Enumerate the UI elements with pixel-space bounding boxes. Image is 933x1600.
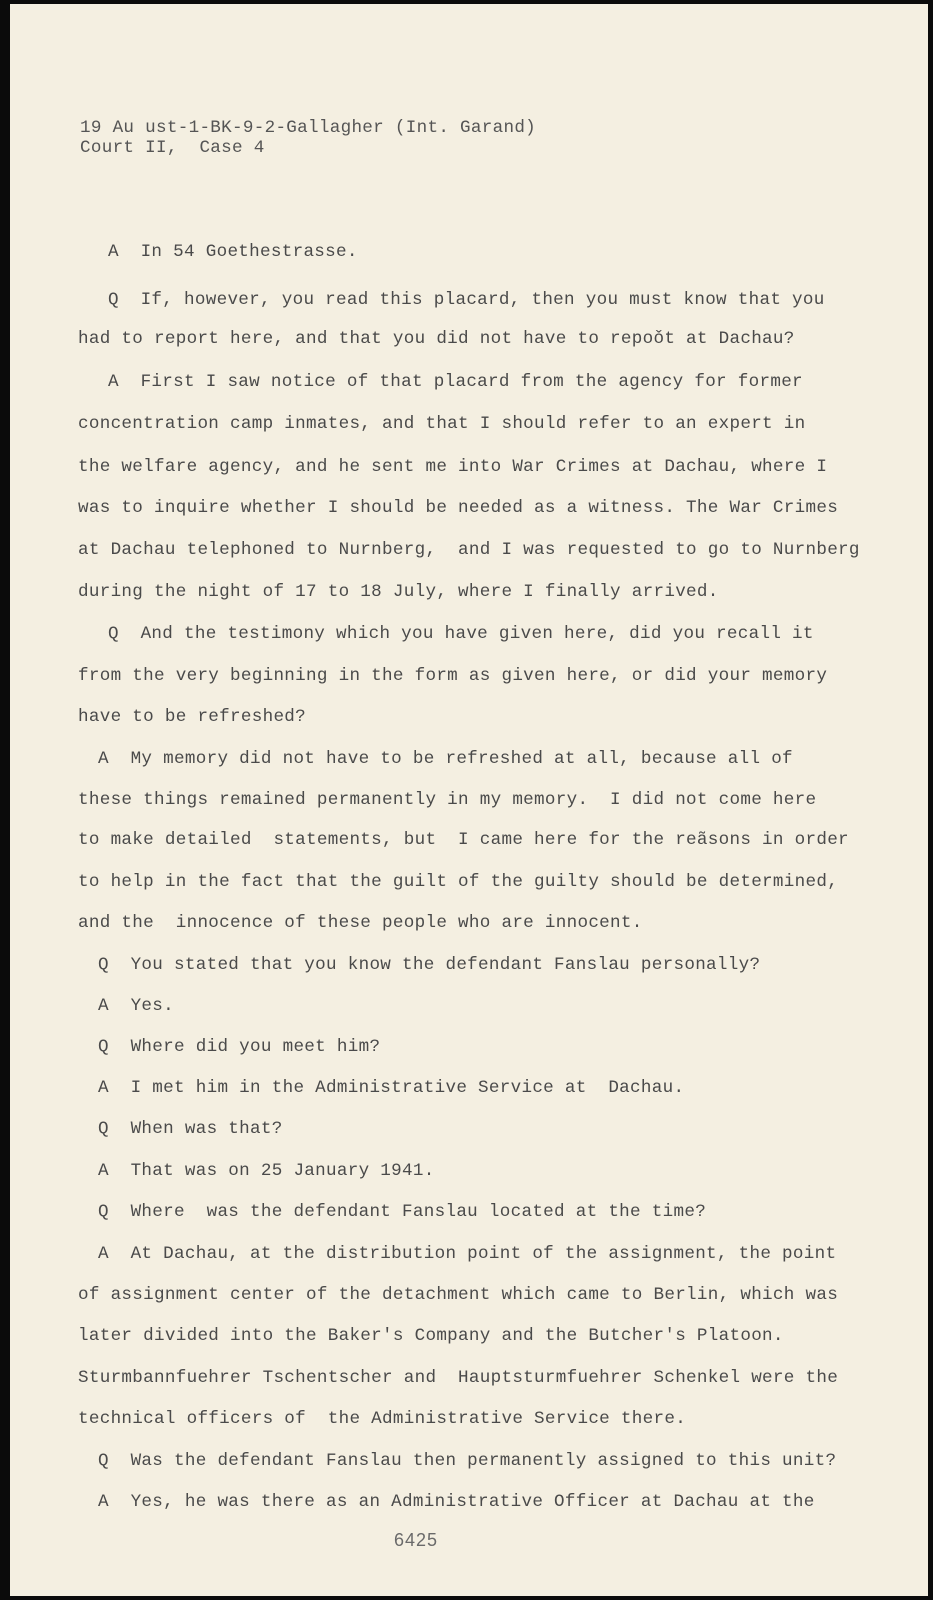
transcript-line: Q And the testimony which you have given here, did you recall it bbox=[108, 624, 814, 644]
transcript-line: to make detailed statements, but I came here for the reãsons in order bbox=[78, 830, 849, 850]
transcript-line: concentration camp inmates, and that I should refer to an expert in bbox=[78, 414, 806, 434]
transcript-line: Q If, however, you read this placard, then you must know that you bbox=[108, 290, 825, 310]
transcript-line: the welfare agency, and he sent me into War Crimes at Dachau, where I bbox=[78, 457, 828, 477]
transcript-line: A At Dachau, at the distribution point of the assignment, the point bbox=[98, 1244, 837, 1264]
transcript-line: A Yes. bbox=[98, 996, 175, 1016]
transcript-line: at Dachau telephoned to Nurnberg, and I was requested to go to Nurnberg bbox=[78, 540, 860, 560]
transcript-line: these things remained permanently in my memory. I did not come here bbox=[78, 790, 817, 810]
transcript-line: A First I saw notice of that placard from the agency for former bbox=[108, 372, 803, 392]
transcript-line: A That was on 25 January 1941. bbox=[98, 1161, 435, 1181]
transcript-line: was to inquire whether I should be needed as a witness. The War Crimes bbox=[78, 498, 839, 518]
transcript-line: later divided into the Baker's Company and the Butcher's Platoon. bbox=[78, 1326, 784, 1346]
transcript-line: A In 54 Goethestrasse. bbox=[108, 242, 358, 262]
transcript-line: Q Was the defendant Fanslau then permanently assigned to this unit? bbox=[98, 1451, 837, 1471]
transcript-line: had to report here, and that you did not have to repoǒt at Dachau? bbox=[78, 329, 795, 349]
transcript-line: A Yes, he was there as an Administrative Officer at Dachau at the bbox=[98, 1492, 815, 1512]
page-number: 6425 bbox=[394, 1530, 439, 1550]
transcript-line: Q Where was the defendant Fanslau located at the time? bbox=[98, 1202, 707, 1222]
transcript-line: Q Where did you meet him? bbox=[98, 1037, 381, 1057]
transcript-line: A I met him in the Administrative Service at Dachau. bbox=[98, 1078, 685, 1098]
transcript-line: and the innocence of these people who are innocent. bbox=[78, 913, 643, 933]
header-line-1: 19 Au ust-1-BK-9-2-Gallagher (Int. Garand) bbox=[80, 118, 537, 138]
transcript-line: technical officers of the Administrative Service there. bbox=[78, 1409, 687, 1429]
transcript-line: during the night of 17 to 18 July, where I finally arrived. bbox=[78, 582, 719, 602]
transcript-line: Sturmbannfuehrer Tschentscher and Hauptsturmfuehrer Schenkel were the bbox=[78, 1368, 839, 1388]
transcript-line: Q When was that? bbox=[98, 1119, 283, 1139]
transcript-line: A My memory did not have to be refreshed at all, because all of bbox=[98, 749, 793, 769]
transcript-line: from the very beginning in the form as given here, or did your memory bbox=[78, 666, 828, 686]
transcript-line: of assignment center of the detachment which came to Berlin, which was bbox=[78, 1285, 839, 1305]
transcript-line: Q You stated that you know the defendant Fanslau personally? bbox=[98, 955, 761, 975]
header-line-2: Court II, Case 4 bbox=[80, 138, 265, 158]
transcript-line: have to be refreshed? bbox=[78, 707, 307, 727]
document-page bbox=[10, 4, 928, 1596]
transcript-line: to help in the fact that the guilt of the guilty should be determined, bbox=[78, 872, 839, 892]
